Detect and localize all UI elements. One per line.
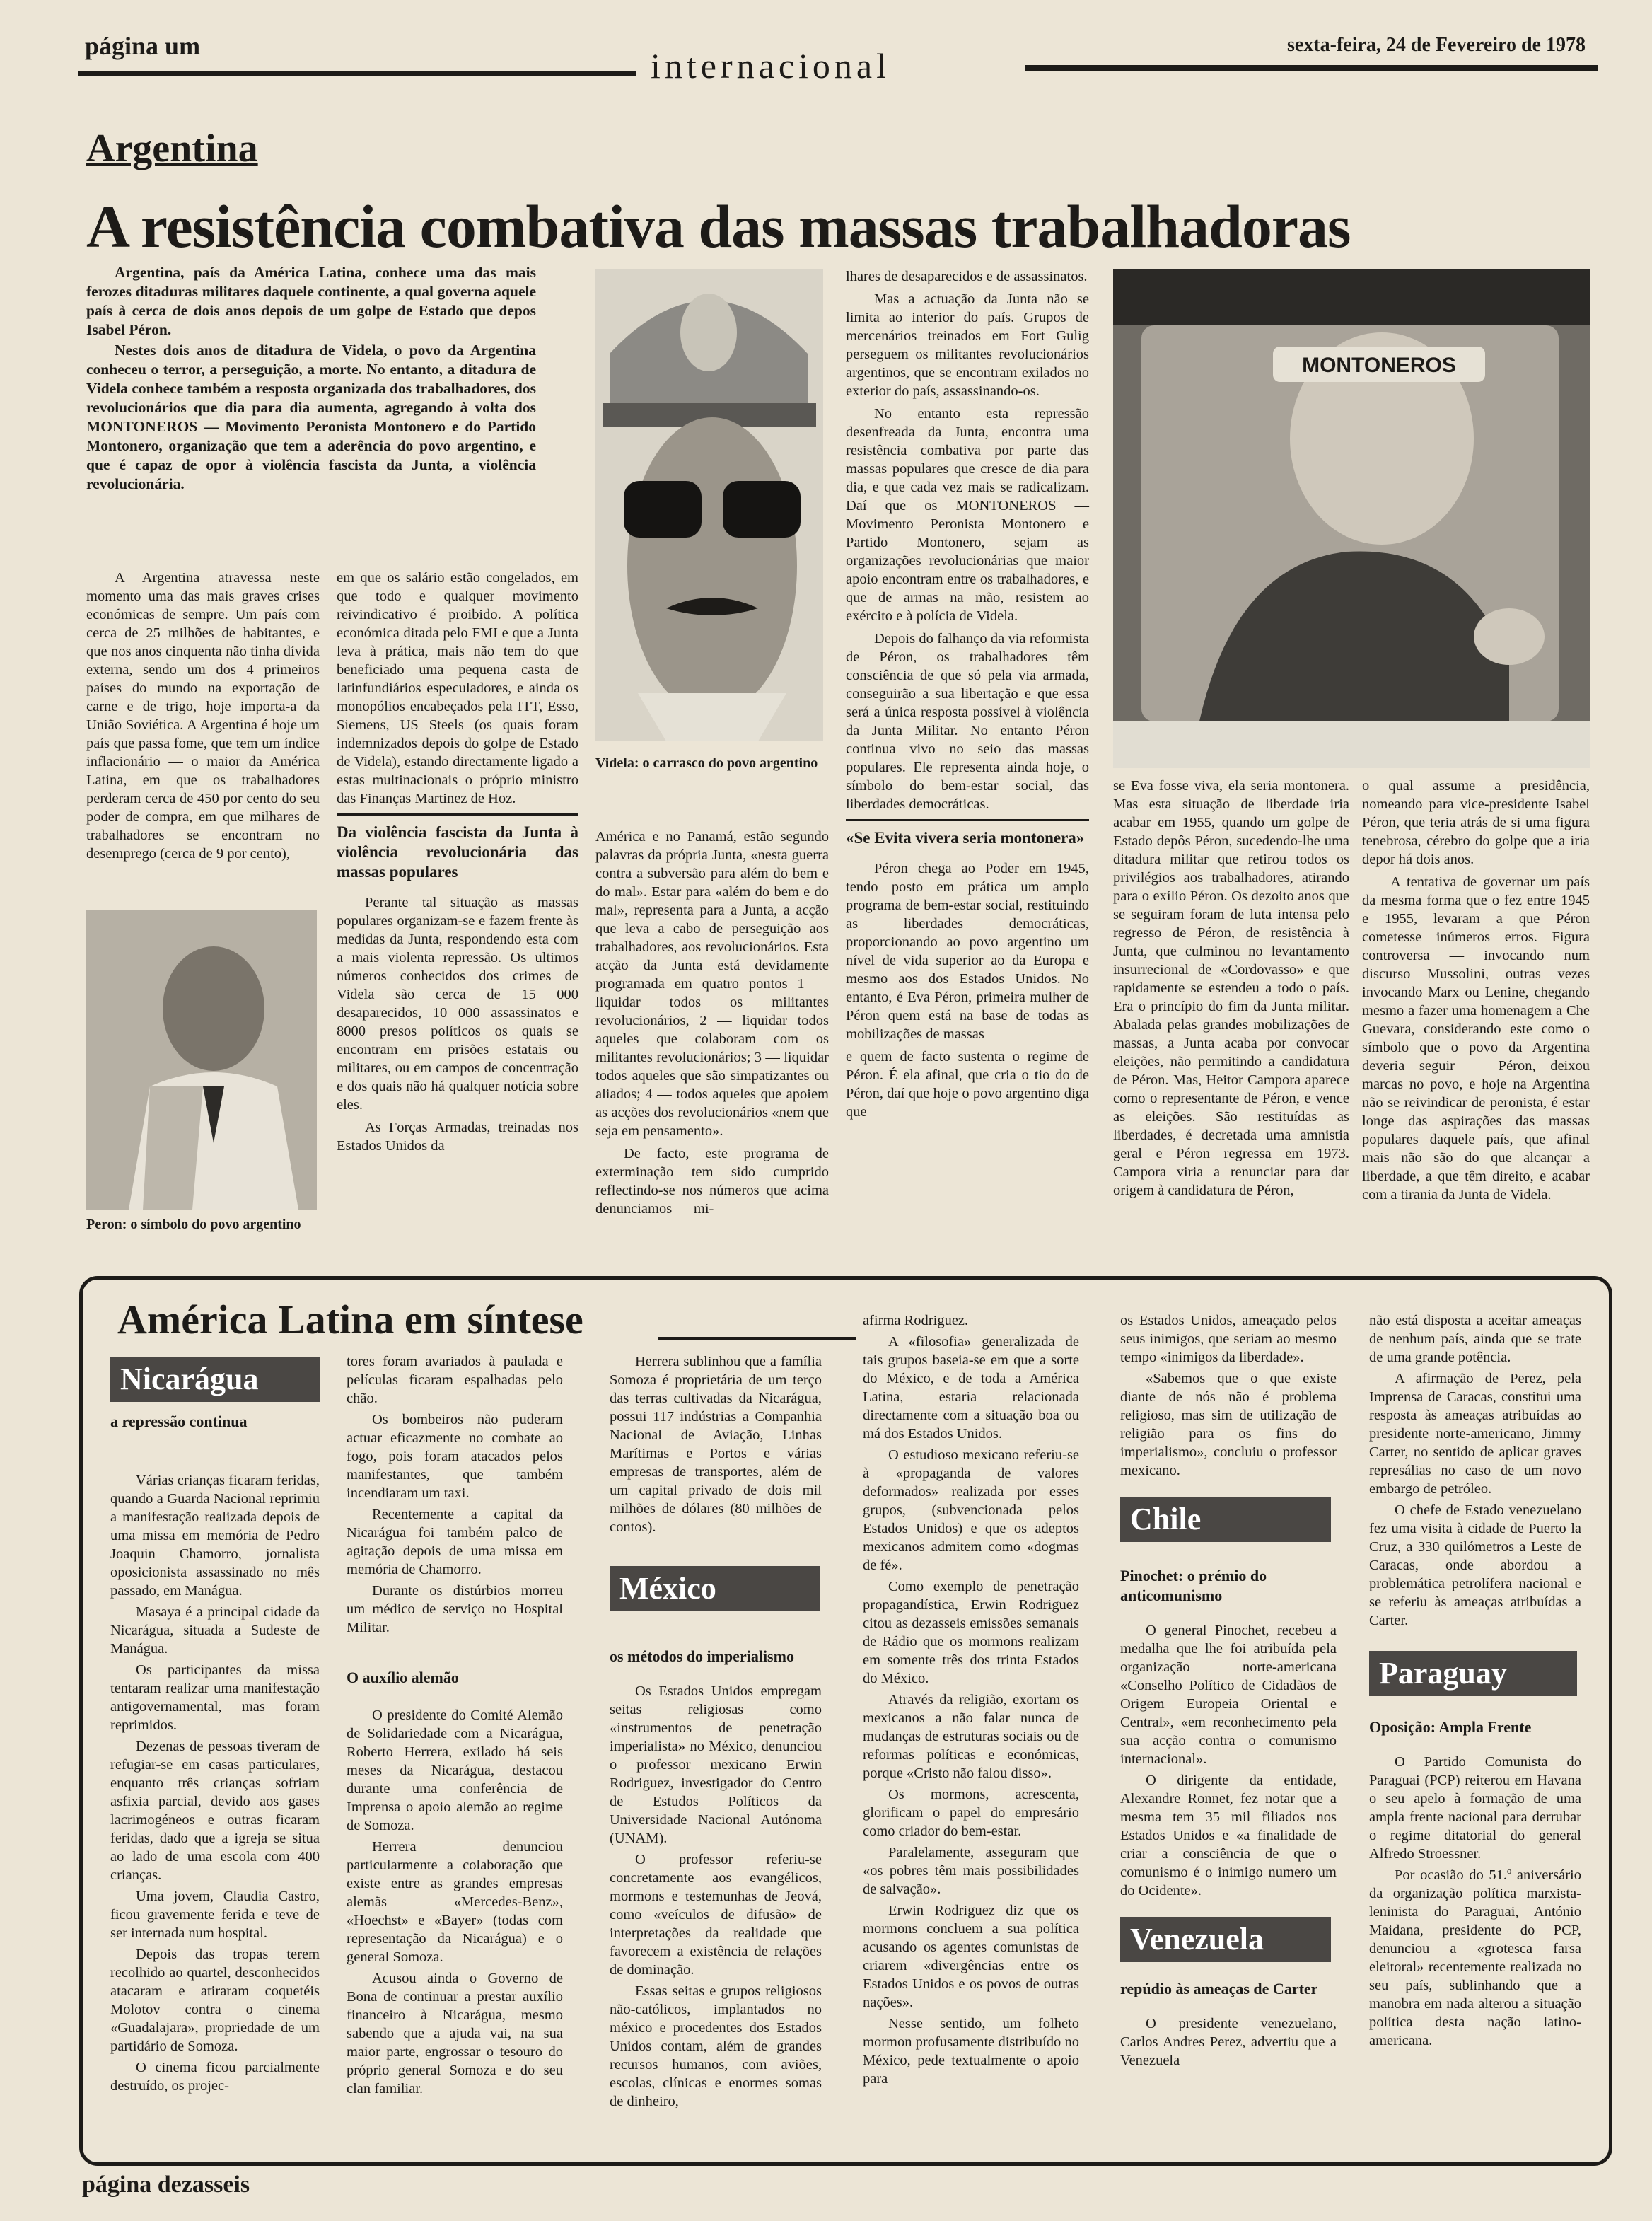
- section-title: internacional: [651, 46, 890, 86]
- text-block: [610, 1682, 822, 2111]
- paragraph: e quem de facto sustenta o regime de Péron. É ela afinal, que cria o tio do de Péron, daí que hoje o povo argentino diga que: [846, 1049, 1089, 1120]
- paragraph: A tentativa de governar um país da mesma forma que o fez entre 1945 e 1955, levaram a que Péron cometesse inúmeros erros. Figura controversa — invocando num discurso Mussolini, outras vezes invocando Marx ou Lenine, chegando mesmo a fazer uma homenagem a Che Guevara, considerando este como o símbolo que o povo da Argentina deveria seguir — Péron, deixou marcas no povo, e hoje na Argentina não se reivindicar de peronista, é estar longe das aspirações das massas populares daquele país, que afinal mais não são do que alcançar a liberdade, a que têm direito, e acabar com a tirania da Junta de Videla.: [1362, 874, 1590, 1202]
- issue-date: sexta-feira, 24 de Fevereiro de 1978: [1287, 34, 1586, 56]
- country-label-chile: Chile: [1120, 1497, 1331, 1542]
- paragraph: os Estados Unidos, ameaçado pelos seus inimigos, que seriam ao mesmo tempo «inimigos da liberdade».: [1120, 1313, 1337, 1365]
- text-block: [1120, 1311, 1337, 1480]
- country-label-paraguay: Paraguay: [1369, 1651, 1577, 1696]
- article-headline: A resistência combativa das massas trabalhadoras: [86, 192, 1351, 260]
- country-label-nicaragua: Nicarágua: [110, 1357, 320, 1402]
- paragraph: lhares de desaparecidos e de assassinatos.: [846, 269, 1088, 284]
- paragraph: Mas a actuação da Junta não se limita ao interior do país. Grupos de mercenários treinados em Fort Gulig perseguem os militantes revolucionários argentinos, que se encontram exilados no exterior do país, assassinando-os.: [846, 291, 1089, 399]
- lead-paragraph: Nestes dois anos de ditadura de Videla, o povo da Argentina conheceu o terror, a perseguição, a morte. No entanto, a ditadura de Videla conhece também a resposta organizada dos trabalhadores, dos revolucionários que dia para dia aumenta, agregando à volta dos MONTONEROS — Movimento Peronista Montonero e do Partido Montonero, organização que tem a aderência do povo argentino, e que é capaz de opor à violência fascista da Junta, a violência revolucionária.: [86, 342, 536, 492]
- paragraph: Uma jovem, Claudia Castro, ficou gravemente ferida e teve de ser internada num hospital.: [110, 1889, 320, 1941]
- caption-peron: Peron: o símbolo do povo argentino: [86, 1217, 301, 1232]
- paragraph: Herrera denunciou particularmente a colaboração que existe entre as grandes empresas alemãs «Mercedes-Benz», «Hoechst» e «Bayer» (todas com representação da Nicarágua) e o general Somoza.: [347, 1839, 563, 1965]
- paragraph: Erwin Rodriguez diz que os mormons concluem a sua política acusando os agentes comunistas de criarem «divergências entre os Estados Unidos e os povos de outras nações».: [863, 1903, 1079, 2010]
- photo-child-montoneros: [1113, 269, 1590, 768]
- paragraph: Os bombeiros não puderam actuar eficazmente no combate ao fogo, pois foram atacados pelos manifestantes, que também incendiaram um taxi.: [347, 1412, 563, 1501]
- paragraph: No entanto esta repressão desenfreada da Junta, encontra uma resistência combativa por parte das massas populares que cresce de dia para dia, e que cada vez mais se radicalizam. Daí que os MONTONEROS — Movimento Peronista Montonero e Partido Montonero, sejam as organizações revolucionárias que maior apoio encontram entre os trabalhadores, e que de armas na mão, resistem ao exército e à polícia de Videla.: [846, 406, 1089, 624]
- paragraph: Os participantes da missa tentaram realizar uma manifestação antigovernamental, mas foram reprimidos.: [110, 1662, 320, 1733]
- article-column-2: [337, 569, 578, 1159]
- article-kicker: Argentina: [86, 127, 258, 170]
- paragraph: Péron chega ao Poder em 1945, tendo posto em prática um amplo programa de bem-estar social, restituindo as liberdades democráticas, proporcionando ao povo argentino um nível de vida superior ao da Europa e mesmo aos dos Estados Unidos. No entanto, é Eva Péron, primeira mulher de Péron quem está na base de todas as mobilizações de massas: [846, 861, 1089, 1042]
- paragraph: tores foram avariados à paulada e películas ficaram espalhadas pelo chão.: [347, 1354, 563, 1406]
- paragraph: Masaya é a principal cidade da Nicarágua, situada a Sudeste de Manágua.: [110, 1604, 320, 1657]
- text-block: [110, 1471, 320, 2095]
- article-column-3: [595, 828, 829, 1222]
- header-rule-left: [78, 71, 636, 76]
- article-column-6: [1362, 777, 1590, 1208]
- summary-title: América Latina em síntese: [117, 1297, 583, 1343]
- paragraph: O Partido Comunista do Paraguai (PCP) reiterou em Havana o seu apelo à formação de uma ampla frente nacional para derrubar o regime ditatorial do general Alfredo Stroessner.: [1369, 1754, 1581, 1862]
- paragraph: O estudioso mexicano referiu-se à «propaganda de valores deformados» realizada por esses grupos, (subvencionada pelos Estados Unidos) e que os adeptos mexicanos admitem como «dogmas de fé».: [863, 1447, 1079, 1573]
- paragraph: A afirmação de Perez, pela Imprensa de Caracas, constitui uma resposta às ameaças atribuídas ao presidente norte-americano, Jimmy Carter, no sentido de aplicar graves represálias no caso de um novo embargo de petróleo.: [1369, 1371, 1581, 1497]
- paragraph: Dezenas de pessoas tiveram de refugiar-se em casas particulares, enquanto três crianças sofriam asfixia parcial, devido aos gases lacrimogéneos e outras ficaram feridas, dado que a igreja se situa ao lado de uma escola com 400 crianças.: [110, 1739, 320, 1883]
- paragraph: Paralelamente, asseguram que «os pobres têm mais possibilidades de salvação».: [863, 1845, 1079, 1897]
- headband-text: MONTONEROS: [1302, 354, 1456, 377]
- text-block: [1120, 1621, 1337, 1900]
- paragraph: As Forças Armadas, treinadas nos Estados Unidos da: [337, 1120, 578, 1154]
- paragraph: Durante os distúrbios morreu um médico de serviço no Hospital Militar.: [347, 1583, 563, 1635]
- text-block: [610, 1352, 822, 1536]
- paragraph: não está disposta a aceitar ameaças de nenhum país, ainda que se trate de uma grande potência.: [1369, 1313, 1581, 1365]
- paragraph: O dirigente da entidade, Alexandre Ronnet, fez notar que a mesma tem 35 mil filiados nos Estados Unidos e «a finalidade de criar a consciência de que o comunismo é o inimigo numero um do Ocidente».: [1120, 1773, 1337, 1898]
- paragraph: «Sabemos que o que existe diante de nós não é problema religioso, mas sim de utilização de religião para os fins do imperialismo», concluiu o professor mexicano.: [1120, 1371, 1337, 1478]
- paragraph: O cinema ficou parcialmente destruído, os projec-: [110, 2060, 320, 2094]
- header-rule-right: [1025, 65, 1598, 71]
- country-label-venezuela: Venezuela: [1120, 1917, 1331, 1962]
- page-label: página um: [85, 32, 201, 60]
- summary-column-1: [110, 1357, 320, 2098]
- article-lead: [86, 263, 536, 495]
- paragraph: Os mormons, acrescenta, glorificam o papel do empresário como criador do bem-estar.: [863, 1787, 1079, 1839]
- subhead: Oposição: Ampla Frente: [1369, 1718, 1532, 1736]
- paragraph: afirma Rodriguez.: [863, 1313, 969, 1328]
- subhead: Da violência fascista da Junta à violência revolucionária das massas populares: [337, 813, 578, 882]
- subhead: O auxílio alemão: [347, 1669, 459, 1686]
- paragraph: O professor referiu-se concretamente aos evangélicos, mormons e testemunhas de Jeová, como «veículos de difusão» de interpretações da realidade que favorecem a existência de relações de dominação.: [610, 1852, 822, 1978]
- summary-title-rule: [658, 1337, 856, 1340]
- article-column-5: [1113, 777, 1349, 1204]
- paragraph: O presidente venezuelano, Carlos Andres Perez, advertiu que a Venezuela: [1120, 2016, 1337, 2068]
- paragraph: A «filosofia» generalizada de tais grupos baseia-se em que a sorte do México, e de toda a América Latina, estaria relacionada directamente com a situação boa ou má dos Estados Unidos.: [863, 1334, 1079, 1442]
- photo-peron: [86, 910, 317, 1210]
- page-footer: página dezasseis: [82, 2171, 250, 2198]
- paragraph: Depois das tropas terem recolhido ao quartel, desconhecidos atacaram e atiraram coquetéis Molotov contra o cinema «Guadalajara», propriedade de um partidário de Somoza.: [110, 1947, 320, 2054]
- paragraph: América e no Panamá, estão segundo palavras da própria Junta, «nesta guerra contra a subversão para além do bem e do mal». Estar para «além do bem e do mal», representa para a Junta, a acção que leva a cabo de perseguição aos trabalhadores, aos revolucionários. Esta acção da Junta está devidamente programada em quatro pontos 1 — liquidar todos os militantes revolucionários, 2 — liquidar todos aqueles que colaboram com os militantes revolucionários; 3 — liquidar todos aqueles que são simpatizantes ou aliados; 4 — todos aqueles que apoiem as acções dos revolucionários «nem que seja em pensamento».: [595, 829, 829, 1139]
- paragraph: Essas seitas e grupos religiosos não-católicos, implantados no méxico e procedentes dos Estados Unidos contam, além de grandes recursos humanos, com aviões, escolas, clínicas e enormes somas de dinheiro,: [610, 1983, 822, 2109]
- paragraph: em que os salário estão congelados, em que todo e qualquer movimento reivindicativo é proibido. A política económica ditada pelo FMI e que a Junta leva à prática, mais não tem do que beneficiado uma pequena casta de latinfundiários especuladores, e ainda os monopólios encabeçados pela ITT, Esso, Siemens, US Steels (os quais foram indemnizados depois do golpe de Estado de Videla), estando directamente ligado a estas multinacionais o próprio ministro das Finanças Martinez de Hoz.: [337, 570, 578, 806]
- paragraph: O chefe de Estado venezuelano fez uma visita à cidade de Puerto la Cruz, a 330 quilómetros a Leste de Caracas, onde abordou a problemática petrolífera nacional e se referiu às ameaças atribuídas a Carter.: [1369, 1502, 1581, 1628]
- summary-column-2: [347, 1352, 563, 2101]
- article-column-1: [86, 569, 320, 867]
- paragraph: Como exemplo de penetração propagandística, Erwin Rodriguez citou as dezasseis emissões semanais de Rádio que os mormons realizam em somente três dos trinta Estados do México.: [863, 1579, 1079, 1686]
- paragraph: Recentemente a capital da Nicarágua foi também palco de agitação depois de uma missa em memória de Chamorro.: [347, 1507, 563, 1577]
- paragraph: Herrera sublinhou que a família Somoza é proprietária de um terço das terras cultivadas da Nicarágua, possui 117 indústrias a Companhia Nacional de Aviação, Linhas Marítimas e Portos e várias empresas de transportes, além de um capital privado de dois mil milhões de dólares (80 milhões de contos).: [610, 1354, 822, 1535]
- subhead: «Se Evita vivera seria montonera»: [846, 819, 1089, 848]
- text-block: [1120, 2014, 1337, 2070]
- subhead: a repressão continua: [110, 1413, 248, 1430]
- text-block: [1369, 1311, 1581, 1630]
- paragraph: Através da religião, exortam os mexicanos a não falar nunca de mudanças de estruturas sociais ou de reformas políticas e económicas, porque «Cristo não falou disso».: [863, 1692, 1079, 1781]
- subhead: Pinochet: o prémio do anticomunismo: [1120, 1567, 1267, 1604]
- summary-column-3: [610, 1352, 822, 2113]
- country-label-mexico: México: [610, 1566, 820, 1611]
- paragraph: Nesse sentido, um folheto mormon profusamente distribuído no México, pede textualmente o apoio para: [863, 2016, 1079, 2087]
- article-column-4: [846, 267, 1089, 1125]
- paragraph: A Argentina atravessa neste momento uma das mais graves crises económicas de sempre. Um país com cerca de 25 milhões de habitantes, e que nos anos cinquenta não tinha dívida externa, sendo um dos 4 primeiros países do mundo na exportação de carne e de trigo, hoje importa-a da União Soviética. A Argentina é hoje um país que passa fome, que tem um índice inflacionário — o maior da América Latina, em que os trabalhadores perderam cerca de 450 por cento do seu poder de compra, em que milhares de trabalhadores se encontram no desemprego (cerca de 9 por cento),: [86, 570, 320, 862]
- paragraph: Várias crianças ficaram feridas, quando a Guarda Nacional reprimiu a manifestação realizada depois de uma missa em memória de Pedro Joaquin Chamorro, jornalista oposicionista assassinado no mês passado, em Manágua.: [110, 1473, 320, 1599]
- paragraph: Depois do falhanço da via reformista de Péron, os trabalhadores têm consciência de que só pela via armada, conseguirão a sua libertação e que essa será a única resposta possível à violência da Junta Militar. No entanto Péron continua vivo no seio das massas populares. Ele representa ainda hoje, o símbolo do bem-estar social, das liberdades democráticas.: [846, 631, 1089, 812]
- text-block: [1369, 1753, 1581, 2050]
- subhead: os métodos do imperialismo: [610, 1647, 794, 1665]
- summary-column-4: [863, 1311, 1079, 2091]
- paragraph: De facto, este programa de exterminação tem sido cumprido reflectindo-se nos números que acima denunciamos — mi-: [595, 1146, 829, 1217]
- paragraph: Por ocasião do 51.º aniversário da organização política marxista-leninista do Paraguai, António Maidana, presidente do PCP, denunciou a «grotesca farsa eleitoral» recentemente realizada no seu país, sublinhando que a manobra em nada alterou a situação política desta nação latino-americana.: [1369, 1867, 1581, 2048]
- paragraph: se Eva fosse viva, ela seria montonera. Mas esta situação de liberdade iria acabar em 1955, quando um golpe de Estado depôs Péron, sucedendo-lhe uma ditadura militar que retirou todos os privilégios aos trabalhadores, atirando para o exílio Péron. Os dezoito anos que se seguiram foram de luta intensa pelo regresso de Péron, de resistência à Junta, que culminou no levantamento insurrecional de «Cordovasso» e que rapidamente se estendeu a todo o país. Era o princípio do fim da Junta militar. Abalada pelas grandes mobilizações de massas, a Junta acaba por convocar eleições, não permitindo a candidatura de Péron. Mas, Heitor Campora aparece como o representante de Péron, e vence as eleições. São restituídas as liberdades, é decretada uma amnistia geral e Péron regressa em 1973. Campora viria a renunciar para dar origem à candidatura de Péron,: [1113, 778, 1349, 1198]
- paragraph: Os Estados Unidos empregam seitas religiosas como «instrumentos de penetração imperialista» no México, denunciou o professor mexicano Erwin Rodriguez, investigador do Centro de Estudos Políticos da Universidade Nacional Autónoma (UNAM).: [610, 1683, 822, 1846]
- subhead: repúdio às ameaças de Carter: [1120, 1980, 1318, 1997]
- summary-column-5: [1120, 1311, 1337, 2072]
- paragraph: O general Pinochet, recebeu a medalha que lhe foi atribuída pela organização norte-americana «Conselho Político de Cidadãos de Origem Europeia Oriental e Central», «em reconhecimento pela sua acção contra o comunismo internacional».: [1120, 1623, 1337, 1767]
- lead-paragraph: Argentina, país da América Latina, conhece uma das mais ferozes ditaduras militares daquele continente, a qual governa aquele país à cerca de dois anos depois de um golpe de Estado que depos Isabel Péron.: [86, 264, 536, 338]
- caption-videla: Videla: o carrasco do povo argentino: [595, 755, 818, 771]
- paragraph: Perante tal situação as massas populares organizam-se e fazem frente às medidas da Junta, respondendo esta com a mais violenta repressão. Os ultimos números conhecidos dos crimes de Videla são cerca de 15 000 desaparecidos, 10 000 assassinatos e 8000 presos políticos os quais se encontram em prisões estatais ou militares, ou em campos de concentração e dos quais não há qualquer notícia sobre eles.: [337, 895, 578, 1113]
- summary-column-6: [1369, 1311, 1581, 2053]
- photo-videla: [595, 269, 823, 741]
- paragraph: o qual assume a presidência, nomeando para vice-presidente Isabel Péron, que teria atrás de si uma figura tenebrosa, cérebro do golpe que a iria depor há dois anos.: [1362, 778, 1590, 867]
- paragraph: O presidente do Comité Alemão de Solidariedade com a Nicarágua, Roberto Herrera, exilado há seis meses da Nicarágua, destacou durante uma conferência de Imprensa o apoio alemão ao regime de Somoza.: [347, 1707, 563, 1833]
- paragraph: Acusou ainda o Governo de Bona de continuar a prestar auxílio financeiro à Nicarágua, mesmo sabendo que a ajuda vai, na sua maior parte, engrossar o tesouro do próprio general Somoza e do seu clan familiar.: [347, 1971, 563, 2097]
